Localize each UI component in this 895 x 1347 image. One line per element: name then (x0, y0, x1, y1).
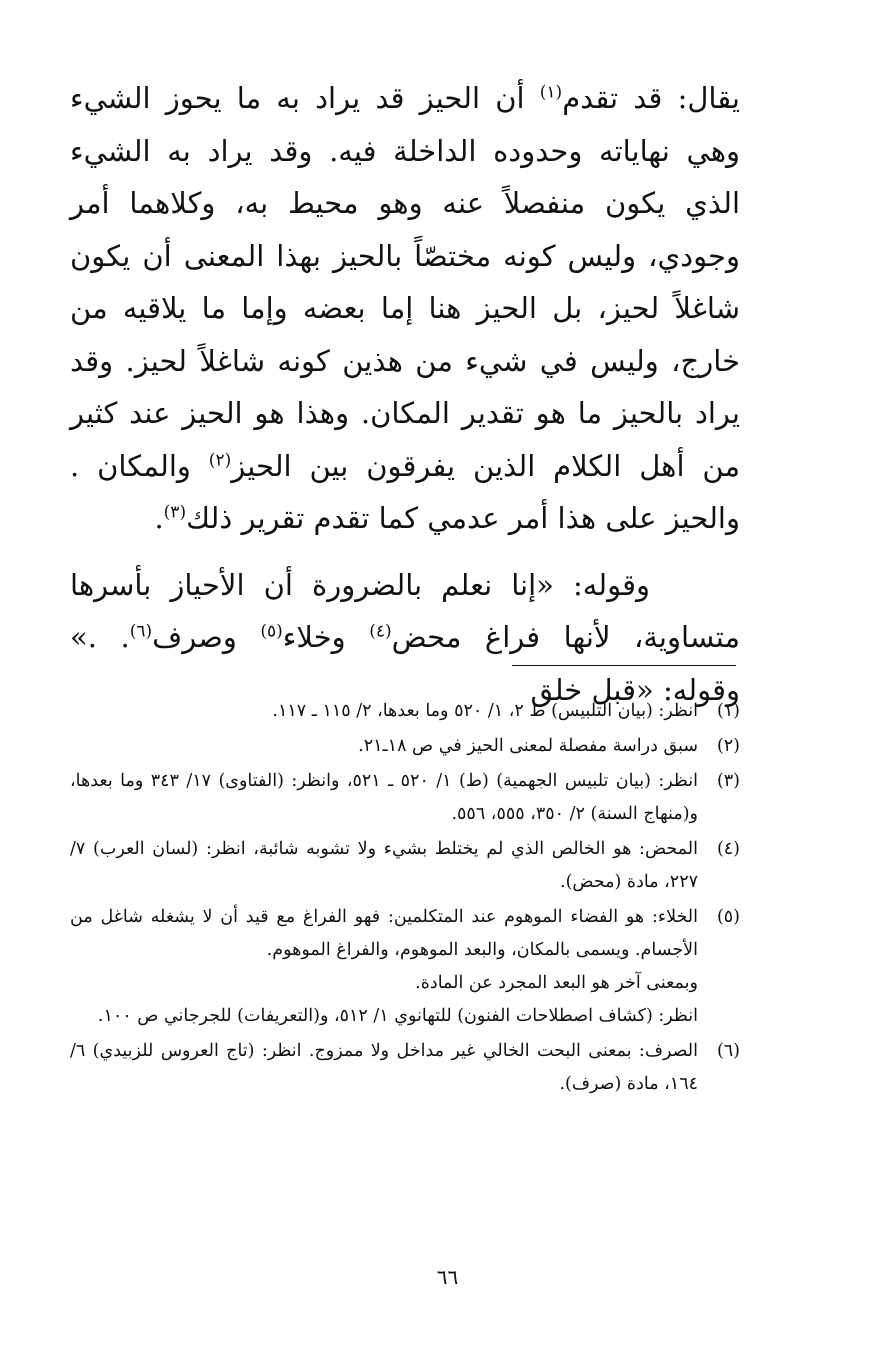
footnote-ref-3: (٣) (163, 502, 187, 523)
footnote-ref-1: (١) (539, 82, 563, 103)
footnote-number: (٢) (716, 736, 740, 756)
footnote-number: (٦) (716, 1041, 740, 1061)
footnote-number: (٤) (716, 839, 740, 859)
footnote-ref-5: (٥) (260, 621, 283, 642)
footnote-line: الصرف: بمعنى البحت الخالي غير مداخل ولا ممزوج. انظر: (تاج العروس للزبيدي) ٦/ ١٦٤، مادة (صرف). (70, 1041, 698, 1094)
footnote-number: (٥) (716, 907, 740, 927)
footnote-text (70, 765, 698, 831)
main-text (70, 72, 740, 716)
footnote-text (70, 695, 698, 728)
paragraph-2-part-4: . .» وقوله: «قبل خلق (70, 620, 740, 707)
footnotes (70, 695, 740, 1103)
footnote-text (70, 730, 698, 763)
footnote-divider (512, 665, 736, 666)
footnote-5 (70, 901, 740, 1033)
footnote-ref-6: (٦) (129, 621, 153, 642)
footnote-line: انظر: (كشاف اصطلاحات الفنون) للتهانوي ١/ ٥١٢، و(التعريفات) للجرجاني ص ١٠٠. (97, 1006, 698, 1026)
paragraph-2-part-3: وصرف (152, 620, 261, 654)
footnote-text (70, 833, 698, 899)
footnote-line: وبمعنى آخر هو البعد المجرد عن المادة. (415, 973, 698, 993)
footnote-line: سبق دراسة مفصلة لمعنى الحيز في ص ١٨ـ٢١. (358, 736, 698, 756)
footnote-line: انظر: (بيان التلبيس) ط ٢، ١/ ٥٢٠ وما بعدها، ٢/ ١١٥ ـ ١١٧. (272, 701, 698, 721)
paragraph-1-part-2: أن الحيز قد يراد به ما يحوز الشيء وهي نهاياته وحدوده الداخلة فيه. وقد يراد به الشيء الذي يكون منفصلاً عنه وهو محيط به، وكلاهما أمر وجودي، وليس كونه مختصّاً بالحيز بهذا المعنى أن يكون شاغلاً لحيز، بل الحيز هنا إما بعضه وإما ما يلاقيه من خارج، وليس في شيء من هذين كونه شاغلاً لحيز. وقد يراد بالحيز ما هو تقدير المكان. وهذا هو الحيز عند كثير من أهل الكلام الذين يفرقون بين الحيز (70, 81, 740, 483)
footnote-3 (70, 765, 740, 831)
footnote-number: (١) (716, 701, 740, 721)
footnote-line: انظر: (بيان تلبيس الجهمية) (ط) ١/ ٥٢٠ ـ ٥٢١، وانظر: (الفتاوى) ١٧/ ٣٤٣ وما بعدها، و(منهاج السنة) ٢/ ٣٥٠، ٥٥٥، ٥٥٦. (70, 771, 698, 824)
paragraph-2-part-1: وقوله: «إنا نعلم بالضرورة أن الأحياز بأسرها متساوية، لأنها فراغ محض (70, 567, 741, 654)
page-number: ٦٦ (436, 1265, 459, 1289)
footnote-2 (70, 730, 740, 763)
footnote-ref-2: (٢) (208, 449, 232, 470)
footnote-text (70, 1035, 698, 1101)
paragraph-1-part-3: والمكان . والحيز على هذا أمر عدمي كما تقدم تقرير ذلك (70, 448, 740, 535)
footnote-ref-4: (٤) (369, 621, 392, 642)
paragraph-1-part-1: يقال: قد تقدم (562, 81, 741, 115)
footnote-line: المحض: هو الخالص الذي لم يختلط بشيء ولا تشوبه شائبة، انظر: (لسان العرب) ٧/ ٢٢٧، مادة (محض). (70, 839, 698, 892)
paragraph-1-part-4: . (154, 501, 164, 535)
footnote-number: (٣) (716, 771, 740, 791)
footnote-4 (70, 833, 740, 899)
footnote-line: الخلاء: هو الفضاء الموهوم عند المتكلمين: فهو الفراغ مع قيد أن لا يشغله شاغل من الأجسام. ويسمى بالمكان، والبعد الموهوم، والفراغ الموهوم. (70, 907, 698, 960)
paragraph-1 (70, 72, 740, 545)
footnote-1 (70, 695, 740, 728)
footnote-6 (70, 1035, 740, 1101)
paragraph-2 (70, 559, 740, 717)
footnote-text (70, 901, 698, 1033)
paragraph-2-part-2: وخلاء (282, 620, 370, 654)
